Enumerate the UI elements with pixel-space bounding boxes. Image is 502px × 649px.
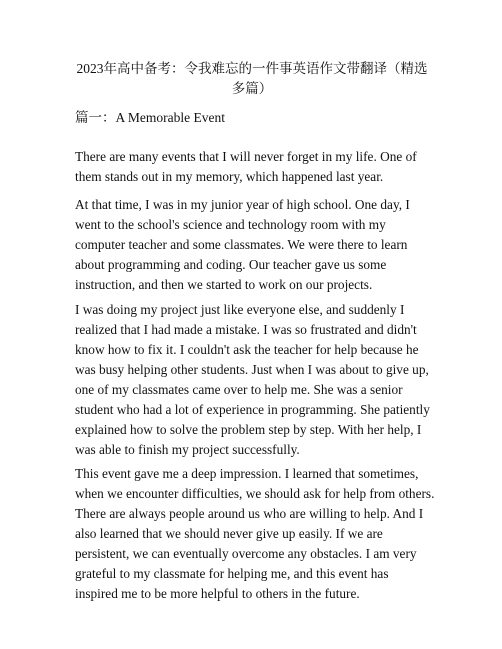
text-line: know how to fix it. I couldn't ask the teacher for help because he — [75, 342, 419, 357]
text-line: There are always people around us who are willing to help. And I — [75, 506, 424, 521]
paragraph-2 — [75, 195, 435, 295]
text-line: There are many events that I will never forget in my life. One of — [75, 149, 417, 164]
text-line: grateful to my classmate for helping me, and this event has — [75, 566, 389, 581]
text-line: I was doing my project just like everyone else, and suddenly I — [75, 302, 405, 317]
text-line: student who had a lot of experience in programming. She patiently — [75, 402, 430, 417]
text-line: when we encounter difficulties, we should ask for help from others. — [75, 486, 435, 501]
text-line: inspired me to be more helpful to others in the future. — [75, 586, 360, 601]
section-heading: 篇一：A Memorable Event — [75, 110, 225, 125]
text-line: about programming and coding. Our teacher gave us some — [75, 257, 387, 272]
text-line: persistent, we can eventually overcome any obstacles. I am very — [75, 546, 417, 561]
document-title — [70, 59, 434, 99]
text-line: went to the school's science and technology room with my — [75, 217, 386, 232]
text-line: was able to finish my project successfully. — [75, 442, 300, 457]
text-line: one of my classmates came over to help me. She was a senior — [75, 382, 403, 397]
title-line: 2023年高中备考：令我难忘的一件事英语作文带翻译（精选 — [76, 61, 428, 76]
text-line: This event gave me a deep impression. I learned that sometimes, — [75, 466, 419, 481]
text-line: computer teacher and some classmates. We were there to learn — [75, 237, 408, 252]
text-line: also learned that we should never give up easily. If we are — [75, 526, 383, 541]
text-line: realized that I had made a mistake. I was so frustrated and didn't — [75, 322, 417, 337]
text-line: was busy helping other students. Just when I was about to give up, — [75, 362, 429, 377]
text-line: instruction, and then we started to work on our projects. — [75, 277, 373, 292]
text-line: explained how to solve the problem step by step. With her help, I — [75, 422, 422, 437]
text-line: At that time, I was in my junior year of high school. One day, I — [75, 197, 410, 212]
paragraph-3 — [75, 300, 435, 460]
text-line: them stands out in my memory, which happened last year. — [75, 169, 384, 184]
title-line: 多篇） — [231, 81, 273, 96]
paragraph-1 — [75, 147, 435, 187]
paragraph-4 — [75, 464, 435, 604]
